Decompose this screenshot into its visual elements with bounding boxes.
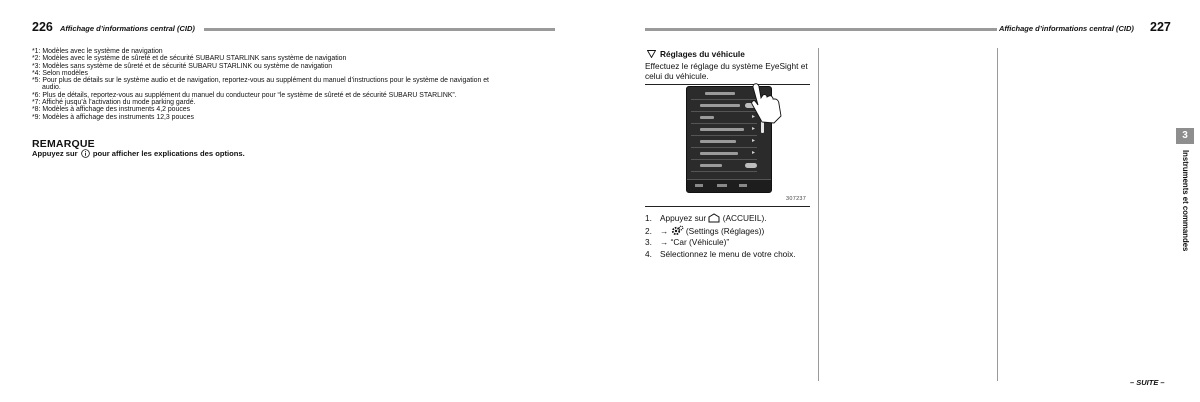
- triangle-down-icon: [647, 50, 656, 58]
- screen-menu-row: [691, 161, 757, 172]
- screen-menu-row: ▸: [691, 125, 757, 136]
- step-item: 3. → “Car (Véhicule)”: [645, 237, 730, 247]
- settings-icon: [671, 225, 684, 236]
- column-divider: [997, 48, 998, 381]
- right-page-number: 227: [1150, 20, 1171, 34]
- footnotes: [32, 48, 572, 121]
- left-header-title: Affichage d’informations central (CID): [60, 24, 195, 33]
- footnote: *1: Modèles avec le système de navigation: [32, 48, 163, 55]
- left-header-rule: [204, 28, 555, 31]
- section-body: Effectuez le réglage du système EyeSight et celui du véhicule.: [645, 61, 808, 81]
- section-rule: [645, 84, 810, 85]
- chapter-tab: 3: [1176, 128, 1194, 144]
- step-item: 4. Sélectionnez le menu de votre choix.: [645, 248, 796, 259]
- screen-menu-row: ▸: [691, 137, 757, 148]
- chapter-tab-label: Instruments et commandes: [1181, 150, 1190, 252]
- remarque-text-before: Appuyez sur: [32, 149, 78, 158]
- home-icon: [708, 213, 720, 223]
- continued-label: – SUITE –: [1130, 378, 1165, 387]
- step-item: 2. → (Settings (Réglages)): [645, 225, 765, 236]
- hand-pointer-icon: [748, 82, 784, 124]
- footnote: *2: Modèles avec le système de sûreté et de sécurité SUBARU STARLINK sans système de navigation: [32, 55, 347, 63]
- footnote: *9: Modèles à affichage des instruments 12,3 pouces: [32, 113, 194, 121]
- right-header-rule: [645, 28, 997, 31]
- screen-bottom-bar: [687, 179, 771, 192]
- footnote: *8: Modèles à affichage des instruments 4,2 pouces: [32, 106, 191, 114]
- footnote: *7: Affiché jusqu’à l’activation du mode parking gardé.: [32, 99, 196, 107]
- footnote: *6: Plus de détails, reportez-vous au supplément du manuel du conducteur pour “le système de sûreté et de sécurité SUBARU STARLINK”.: [32, 91, 457, 99]
- image-rule: [645, 206, 810, 207]
- screen-menu-row: ▸: [691, 149, 757, 160]
- footnote: *5: Pour plus de détails sur le système audio et de navigation, reportez-vous au supplément du manuel d’instructions pour le système de navigation et: [32, 77, 489, 85]
- remarque-text-after: pour afficher les explications des options.: [92, 149, 245, 158]
- footnote: *3: Modèles sans système de sûreté et de sécurité SUBARU STARLINK ou système de navigation: [32, 62, 333, 70]
- footnote-continuation: audio.: [42, 84, 61, 92]
- image-code: 307237: [786, 196, 807, 202]
- left-page-number: 226: [32, 20, 53, 34]
- section-title: Réglages du véhicule: [660, 49, 745, 59]
- step-item: 1. Appuyez sur (ACCUEIL).: [645, 213, 767, 223]
- footnote: *4: Selon modèles: [32, 69, 88, 77]
- steps-list: [645, 213, 820, 260]
- info-icon: [81, 149, 90, 158]
- screen-menu-row: ▸: [691, 113, 757, 124]
- remarque-text: [32, 149, 245, 158]
- right-header-title: Affichage d’informations central (CID): [999, 24, 1134, 33]
- remarque-heading: REMARQUE: [32, 138, 95, 150]
